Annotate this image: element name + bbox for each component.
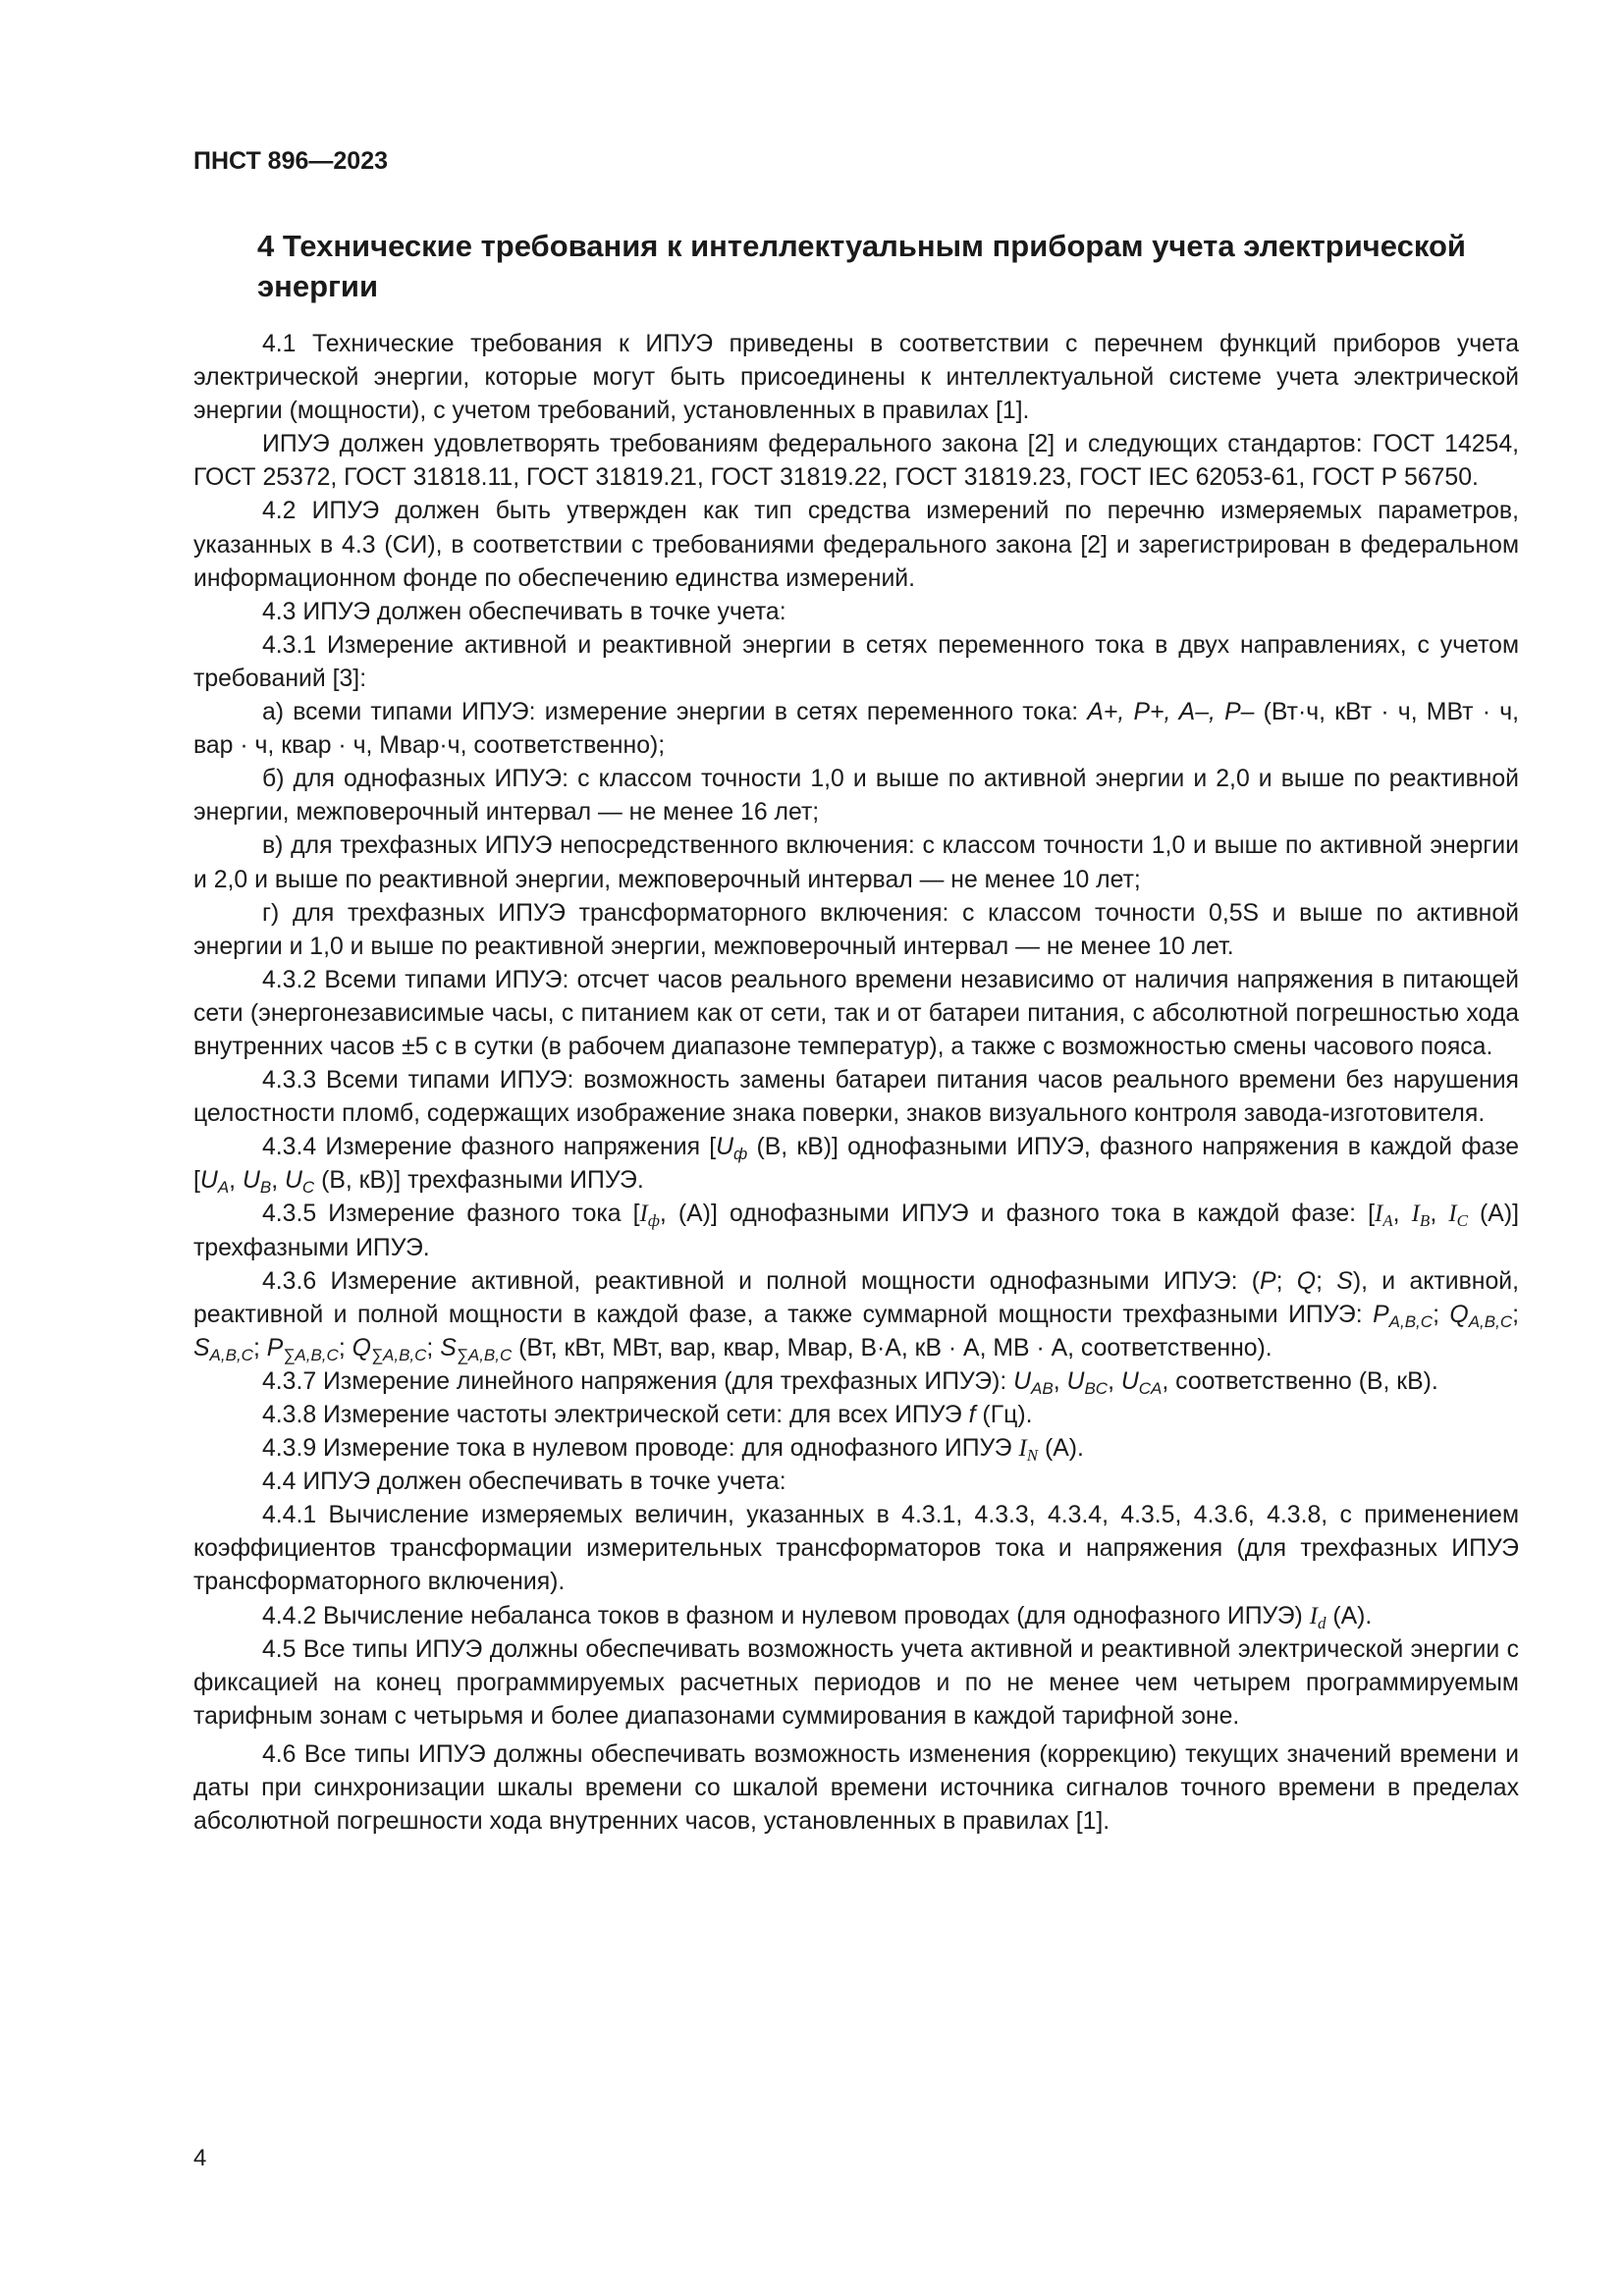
paragraph-4-3-7: 4.3.7 Измерение линейного напряжения (для трехфазных ИПУЭ): $U_{AB}$, $U_{BC}$, $U_{CA}$, соответственно (В, кВ). <box>262 1367 1438 1398</box>
symbol-q-sum: $Q_{\sum A,B,C}$ <box>352 1334 427 1364</box>
symbol-f: f <box>968 1402 976 1428</box>
page-number: 4 <box>193 2145 207 2171</box>
symbol-p-sum: $P_{\sum A,B,C}$ <box>266 1334 339 1364</box>
item-a-units: (Вт·ч, кВт · ч, МВт · ч, вар · ч, квар · ч, Мвар·ч, соответственно); <box>193 699 1520 760</box>
paragraph-4-3-1: 4.3.1 Измерение активной и реактивной энергии в сетях переменного тока в двух направлениях, с учетом требований [3]: <box>193 631 1519 692</box>
p442-text-1: 4.4.2 Вычисление небаланса токов в фазном и нулевом проводах (для однофазного ИПУЭ) <box>262 1602 1310 1629</box>
symbol-i-c: $I_C$ <box>1448 1201 1468 1231</box>
p435-text-3: (А)] трехфазными ИПУЭ. <box>193 1201 1519 1261</box>
item-b: б) для однофазных ИПУЭ: с классом точности 1,0 и выше по активной энергии и 2,0 и выше по реактивной энергии, межповерочный интервал — не менее 16 лет; <box>193 766 1519 827</box>
paragraph-4-3: 4.3 ИПУЭ должен обеспечивать в точке учета: <box>262 598 786 625</box>
paragraph-4-3-8 <box>193 1399 1519 1432</box>
p439-text-1: 4.3.9 Измерение тока в нулевом проводе: для однофазного ИПУЭ <box>262 1435 1019 1463</box>
section-title: 4 Технические требования к интеллектуальным приборам учета электрической энергии <box>257 229 1466 303</box>
item-a <box>193 696 1519 763</box>
p434-text-3: (В, кВ)] трехфазными ИПУЭ. <box>314 1167 644 1195</box>
paragraph-4-6: 4.6 Все типы ИПУЭ должны обеспечивать возможность изменения (коррекцию) текущих значений времени и даты при синхронизации шкалы времени со шкалой времени источника сигналов точного времени в пределах абсолютной погрешности хода внутренних часов, установленных в правилах [1]. <box>193 1740 1519 1836</box>
p438-text-1: 4.3.8 Измерение частоты электрической сети: для всех ИПУЭ <box>262 1402 969 1428</box>
symbol-u-c: $U_C$ <box>284 1167 315 1198</box>
symbol-p-abc: $P_{A,B,C}$ <box>1373 1301 1434 1331</box>
p437-text-2: , соответственно (В, кВ). <box>1162 1367 1438 1395</box>
symbol-i-phase: $I_ф$ <box>639 1201 660 1231</box>
p436-text-1: 4.3.6 Измерение активной, реактивной и полной мощности однофазными ИПУЭ: ( <box>262 1267 1261 1295</box>
symbol-u-b: $U_B$ <box>242 1167 272 1198</box>
paragraph-4-1: 4.1 Технические требования к ИПУЭ приведены в соответствии с перечнем функций приборов учета электрической энергии, которые могут быть присоединены к интеллектуальной системе учета электрической энергии (мощности), с учетом требований, установленных в правилах [1]. <box>193 331 1519 425</box>
paragraph-4-3-5: 4.3.5 Измерение фазного тока [$I_ф$, (А)] однофазными ИПУЭ и фазного тока в каждой фазе: [$I_A$, $I_B$, $I_C$ (А)] трехфазными ИПУЭ. <box>193 1201 1519 1261</box>
paragraph-4-3-6: 4.3.6 Измерение активной, реактивной и полной мощности однофазными ИПУЭ: (P; Q; S), и активной, реактивной и полной мощности в каждой фазе, а также суммарной мощности трехфазными ИПУЭ: $P_{A,B,C}$; $Q_{A,B,C}$; $S_{A,B,C}$; $P_{\sum A,B,C}$; $Q_{\sum A,B,C}$; $S_{\sum A,B,C}$ (Вт, кВт, МВт, вар, квар, Мвар, В·А, кВ · А, МВ · А, соответственно). <box>193 1267 1520 1364</box>
p434-text-1: 4.3.4 Измерение фазного напряжения [ <box>262 1134 717 1161</box>
p436-text-2: ), и активной, реактивной и полной мощности в каждой фазе, а также суммарной мощности трехфазными ИПУЭ: <box>193 1267 1519 1328</box>
symbol-s-sum: $S_{\sum A,B,C}$ <box>440 1334 513 1364</box>
p439-text-2: (А). <box>1038 1435 1084 1463</box>
p442-text-2: (А). <box>1326 1602 1373 1629</box>
symbol-u-ca: $U_{CA}$ <box>1120 1367 1163 1398</box>
paragraph-4-3-3: 4.3.3 Всеми типами ИПУЭ: возможность замены батареи питания часов реального времени без нарушения целостности пломб, содержащих изображение знака поверки, знаков визуального контроля завода-изготовителя. <box>193 1067 1519 1128</box>
document-code: ПНСТ 896—2023 <box>193 147 388 175</box>
symbol-u-bc: $U_{BC}$ <box>1066 1367 1109 1398</box>
symbol-u-a: $U_A$ <box>199 1167 230 1198</box>
paragraph-4-2: 4.2 ИПУЭ должен быть утвержден как тип средства измерений по перечню измеряемых параметров, указанных в 4.3 (СИ), в соответствии с требованиями федерального закона [2] и зарегистрирован в федеральном информационном фонде по обеспечению единства измерений. <box>193 498 1519 592</box>
item-g: г) для трехфазных ИПУЭ трансформаторного включения: с классом точности 0,5S и выше по активной энергии и 1,0 и выше по реактивной энергии, межповерочный интервал — не менее 10 лет. <box>193 899 1519 960</box>
paragraph-4-1-standards: ИПУЭ должен удовлетворять требованиям федерального закона [2] и следующих стандартов: ГОСТ 14254, ГОСТ 25372, ГОСТ 31818.11, ГОСТ 31819.21, ГОСТ 31819.22, ГОСТ 31819.23, ГОСТ IEC 62053-61, ГОСТ Р 56750. <box>193 431 1519 492</box>
p438-text-2: (Гц). <box>975 1402 1033 1428</box>
p435-text-1: 4.3.5 Измерение фазного тока [ <box>262 1201 640 1228</box>
p435-text-2: , (А)] однофазными ИПУЭ и фазного тока в каждой фазе: [ <box>659 1201 1375 1228</box>
energy-symbols: A+, P+, A–, P– <box>1087 699 1255 726</box>
paragraph-4-4: 4.4 ИПУЭ должен обеспечивать в точке учета: <box>262 1468 786 1496</box>
symbol-q-abc: $Q_{A,B,C}$ <box>1449 1301 1513 1331</box>
paragraph-4-3-9 <box>193 1432 1519 1466</box>
paragraph-4-4-2 <box>193 1600 1519 1633</box>
document-body <box>193 328 1519 1839</box>
symbol-i-n: $I_N$ <box>1018 1435 1039 1466</box>
symbol-s-abc: $S_{A,B,C}$ <box>193 1334 253 1364</box>
p436-text-3: (Вт, кВт, МВт, вар, квар, Мвар, В·А, кВ · А, МВ · А, соответственно). <box>512 1334 1272 1362</box>
symbol-i-d: $I_d$ <box>1309 1602 1326 1632</box>
symbol-i-b: $I_B$ <box>1411 1201 1431 1231</box>
paragraph-4-4-1: 4.4.1 Вычисление измеряемых величин, указанных в 4.3.1, 4.3.3, 4.3.4, 4.3.5, 4.3.6, 4.3.8, с применением коэффициентов трансформации измерительных трансформаторов тока и напряжения (для трехфазных ИПУЭ трансформаторного включения). <box>193 1502 1519 1596</box>
p434-text-2: (В, кВ)] однофазными ИПУЭ, фазного напряжения в каждой фазе [ <box>193 1134 1519 1195</box>
p437-text-1: 4.3.7 Измерение линейного напряжения (для трехфазных ИПУЭ): <box>262 1367 1014 1395</box>
item-v: в) для трехфазных ИПУЭ непосредственного включения: с классом точности 1,0 и выше по активной энергии и 2,0 и выше по реактивной энергии, межповерочный интервал — не менее 10 лет; <box>193 832 1519 893</box>
paragraph-4-3-4: 4.3.4 Измерение фазного напряжения [$U_ф$ (В, кВ)] однофазными ИПУЭ, фазного напряжения в каждой фазе [$U_A$, $U_B$, $U_C$ (В, кВ)] трехфазными ИПУЭ. <box>193 1134 1519 1198</box>
symbol-i-a: $I_A$ <box>1375 1201 1393 1231</box>
paragraph-4-5: 4.5 Все типы ИПУЭ должны обеспечивать возможность учета активной и реактивной электрической энергии с фиксацией на конец программируемых расчетных периодов и по не менее чем четырем программируемым тарифным зонам с четырьмя и более диапазонами суммирования в каждой тарифной зоне. <box>193 1635 1519 1730</box>
symbol-u-phase: $U_ф$ <box>716 1134 748 1164</box>
item-a-text: а) всеми типами ИПУЭ: измерение энергии в сетях переменного тока: <box>262 699 1088 726</box>
paragraph-4-3-2: 4.3.2 Всеми типами ИПУЭ: отсчет часов реального времени независимо от наличия напряжения в питающей сети (энергонезависимые часы, с питанием как от сети, так и от батареи питания, с абсолютной погрешностью хода внутренних часов ±5 с в сутки (в рабочем диапазоне температур), а также с возможностью смены часового пояса. <box>193 966 1519 1060</box>
symbol-u-ab: $U_{AB}$ <box>1013 1367 1054 1398</box>
